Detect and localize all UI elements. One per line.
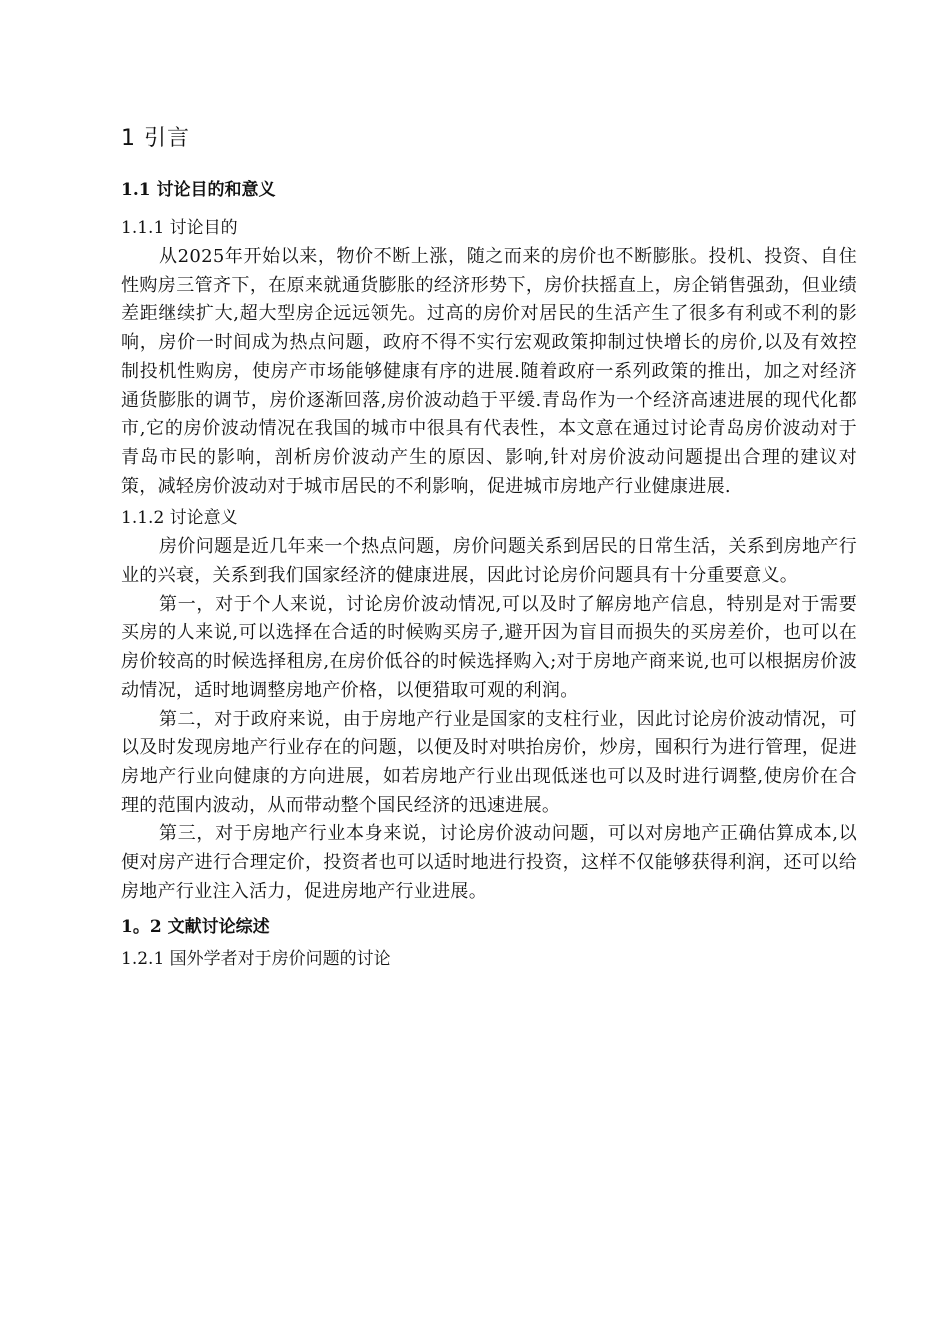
section-title-1-2: 1。2 文献讨论综述 [121,917,270,938]
page-content [121,121,857,974]
paragraph-first-point: 第一，对于个人来说，讨论房价波动情况,可以及时了解房地产信息，特别是对于需要买房的人来说,可以选择在合适的时候购买房子,避开因为盲目而损失的买房差价，也可以在房价较高的时候选择租房,在房价低谷的时候选择购入;对于房地产商来说,也可以根据房价波动情况，适时地调整房地产价格，以便猎取可观的利润。 [121,593,857,701]
chapter-title: 1 引言 [121,126,190,151]
subsection-title-1-1-2: 1.1.2 讨论意义 [121,508,238,529]
paragraph-research-purpose: 从2025年开始以来，物价不断上涨，随之而来的房价也不断膨胀。投机、投资、自住性购房三管齐下，在原来就通货膨胀的经济形势下，房价扶摇直上，房企销售强劲，但业绩差距继续扩大,超大型房企远远领先。过高的房价对居民的生活产生了很多有利或不利的影响，房价一时间成为热点问题，政府不得不实行宏观政策抑制过快增长的房价,以及有效控制投机性购房，使房产市场能够健康有序的进展.随着政府一系列政策的推出，加之对经济通货膨胀的调节，房价逐渐回落,房价波动趋于平缓.青岛作为一个经济高速进展的现代化都市,它的房价波动情况在我国的城市中很具有代表性，本文意在通过讨论青岛房价波动对于青岛市民的影响，剖析房价波动产生的原因、影响,针对房价波动问题提出合理的建议对策，减轻房价波动对于城市居民的不利影响，促进城市房地产行业健康进展. [121,246,857,497]
paragraph-second-point: 第二，对于政府来说，由于房地产行业是国家的支柱行业，因此讨论房价波动情况，可以及时发现房地产行业存在的问题，以便及时对哄抬房价，炒房，囤积行为进行管理，促进房地产行业向健康的方向进展，如若房地产行业出现低迷也可以及时进行调整,使房价在合理的范围内波动，从而带动整个国民经济的迅速进展。 [121,708,857,816]
subsection-title-1-1-1: 1.1.1 讨论目的 [121,218,238,238]
section-title-1-1: 1.1 讨论目的和意义 [121,180,276,200]
paragraph-third-point: 第三，对于房地产行业本身来说，讨论房价波动问题，可以对房地产正确估算成本,以便对房产进行合理定价，投资者也可以适时地进行投资，这样不仅能够获得利润，还可以给房地产行业注入活力，促进房地产行业进展。 [121,823,857,902]
subsection-title-1-2-1: 1.2.1 国外学者对于房价问题的讨论 [121,949,391,970]
spacer [121,205,857,211]
paragraph-research-significance: 房价问题是近几年来一个热点问题，房价问题关系到居民的日常生活，关系到房地产行业的兴衰，关系到我们国家经济的健康进展，因此讨论房价问题具有十分重要意义。 [121,536,857,587]
